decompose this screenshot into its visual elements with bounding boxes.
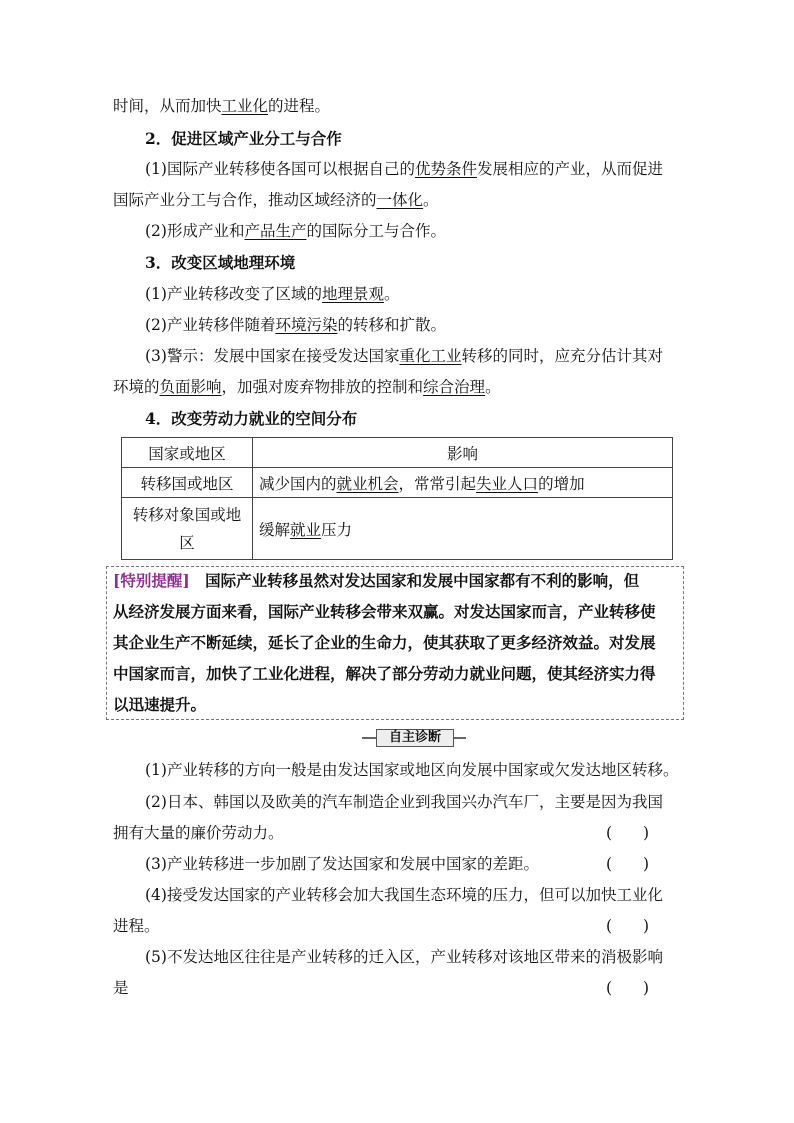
question-3: (3)产业转移进一步加剧了发达国家和发展中国家的差距。	[145, 855, 539, 873]
text: (1)国际产业转移使各国可以根据自己的	[145, 160, 415, 178]
underlined-term: 地理景观	[321, 285, 384, 303]
paragraph-3-3	[145, 346, 687, 366]
answer-blank[interactable]: ( )	[606, 917, 650, 935]
paragraph-3-1	[145, 284, 687, 304]
underlined-term: 就业	[290, 520, 322, 539]
answer-blank[interactable]: ( )	[606, 824, 650, 842]
underlined-term: 负面影响	[159, 378, 222, 396]
answer-blank[interactable]: ( )	[606, 855, 650, 873]
question-1: (1)产业转移的方向一般是由发达国家或地区向发展中国家或欠发达地区转移。	[145, 761, 679, 779]
paragraph-continuation	[113, 96, 687, 116]
text: 缓解	[259, 520, 291, 539]
table-header-cell: 国家或地区	[122, 438, 253, 468]
underlined-term: 失业人口	[476, 474, 539, 493]
question-4-cont: 进程。	[113, 917, 160, 935]
text: (3)警示：发展中国家在接受发达国家	[145, 347, 400, 365]
text: 环境的	[113, 378, 160, 396]
text: 的国际分工与合作。	[306, 222, 446, 240]
text: 转移的同时，应充分估计其对	[461, 347, 663, 365]
banner-label: 自主诊断	[376, 729, 454, 747]
text: 发展相应的产业，从而促进	[476, 160, 663, 178]
text: 。	[383, 285, 400, 303]
question-2-cont: 拥有大量的廉价劳动力。	[113, 824, 284, 842]
underlined-term: 优势条件	[414, 160, 477, 178]
table-cell-impact	[253, 468, 673, 498]
text: 。	[485, 378, 501, 396]
section-heading-3: 3．改变区域地理环境	[145, 253, 296, 272]
question-5: (5)不发达地区往往是产业转移的迁入区，产业转移对该地区带来的消极影响	[145, 948, 663, 966]
note-line	[113, 571, 679, 591]
paragraph-3-3-cont	[113, 377, 687, 397]
text: 区	[179, 533, 195, 552]
self-diagnosis-banner	[362, 729, 466, 747]
note-line: 其企业生产不断延续，延长了企业的生命力，使其获取了更多经济效益。对发展	[113, 633, 656, 652]
paragraph-2-2	[145, 221, 687, 241]
question-5-cont: 是	[113, 979, 129, 997]
underlined-term: 就业机会	[336, 474, 399, 493]
table-cell-impact	[253, 498, 673, 560]
text: 压力	[321, 520, 353, 539]
paragraph-3-2	[145, 315, 687, 335]
text: ，加强对废弃物排放的控制和	[221, 378, 424, 396]
text: 时间，从而加快	[113, 97, 222, 115]
note-tag: [特别提醒]	[113, 571, 190, 590]
text: 转移对象国或地	[132, 505, 242, 524]
text: (2)形成产业和	[145, 222, 245, 240]
underlined-term: 综合治理	[423, 378, 486, 396]
special-reminder-box	[106, 566, 684, 720]
paragraph-2-1	[145, 159, 687, 179]
text: ，常常引起	[398, 474, 477, 493]
underlined-term: 工业化	[221, 97, 269, 115]
paragraph-2-1-cont	[113, 190, 687, 210]
banner-rule	[362, 737, 376, 739]
text: 国际产业转移虽然对发达国家和发展中国家都有不利的影响，但	[189, 571, 640, 590]
text: 的进程。	[268, 97, 331, 115]
question-4: (4)接受发达国家的产业转移会加大我国生态环境的压力，但可以加快工业化	[145, 886, 663, 904]
underlined-term: 产品生产	[244, 222, 307, 240]
underlined-term: 重化工业	[399, 347, 462, 365]
note-line: 中国家而言，加快了工业化进程，解决了部分劳动力就业问题，使其经济实力得	[113, 664, 656, 683]
note-line: 以迅速提升。	[113, 695, 207, 714]
impact-table	[121, 437, 673, 560]
table-row	[122, 468, 673, 498]
text: (1)产业转移改变了区域的	[145, 285, 322, 303]
table-row	[122, 498, 673, 560]
section-heading-2: 2．促进区域产业分工与合作	[145, 129, 342, 148]
text: 。	[423, 191, 439, 209]
table-cell-region	[122, 498, 253, 560]
table-header-cell: 影响	[253, 438, 673, 468]
text: (2)产业转移伴随着	[145, 316, 276, 334]
table-cell-region: 转移国或地区	[122, 468, 253, 498]
text: 的转移和扩散。	[337, 316, 446, 334]
text: 减少国内的	[259, 474, 337, 493]
underlined-term: 一体化	[376, 191, 424, 209]
text: 的增加	[538, 474, 585, 493]
banner-rule	[454, 737, 466, 739]
underlined-term: 环境污染	[275, 316, 338, 334]
question-2: (2)日本、韩国以及欧美的汽车制造企业到我国兴办汽车厂，主要是因为我国	[145, 793, 663, 811]
section-heading-4: 4．改变劳动力就业的空间分布	[145, 409, 358, 428]
note-line: 从经济发展方面来看，国际产业转移会带来双赢。对发达国家而言，产业转移使	[113, 602, 656, 621]
text: 国际产业分工与合作，推动区域经济的	[113, 191, 377, 209]
table-header-row	[122, 438, 673, 468]
answer-blank[interactable]: ( )	[606, 979, 650, 997]
